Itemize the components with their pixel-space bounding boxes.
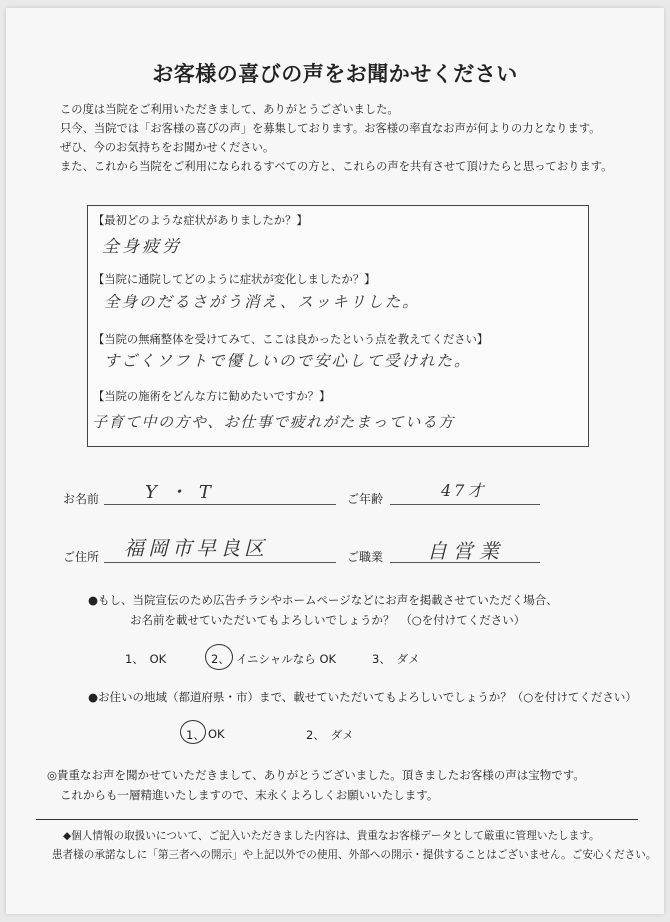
intro-line-1: この度は当院をご利用いただきまして、ありがとうございました。 xyxy=(60,103,399,116)
footer-line-2: 患者様の承諾なしに「第三者への開示」や上記以外での使用、外部への開示・提供することはございません。ご安心ください。 xyxy=(52,849,657,861)
thanks-line-1: ◎貴重なお声を聞かせていただきまして、ありがとうございました。頂きましたお客様の声は宝物です。 xyxy=(47,768,585,782)
answer-2: 全身のだるさがう消え、スッキリした。 xyxy=(104,293,420,311)
consent2-option-1-number[interactable]: 1、 xyxy=(186,728,205,742)
footer-divider xyxy=(36,819,638,820)
consent2-option-2[interactable]: 2、 ダメ xyxy=(306,728,354,742)
address-label: ご住所 xyxy=(63,550,100,564)
age-value: 47才 xyxy=(441,481,487,500)
thanks-line-2: これからも一層精進いたしますので、末永くよろしくお願いいたします。 xyxy=(60,788,439,802)
name-value: Y・T xyxy=(145,482,223,503)
consent1-line-2: お名前を載せていただいてもよろしいでしょうか？ （○を付けてください） xyxy=(130,613,526,627)
page-title: お客様の喜びの声をお聞かせください xyxy=(152,62,518,86)
intro-line-3: ぜひ、今のお気持ちをお聞かせください。 xyxy=(60,141,275,154)
intro-line-2: 只今、当院では「お客様の喜びの声」を募集しております。お客様の率直なお声が何よりの力となります。 xyxy=(60,122,601,135)
job-underline xyxy=(390,562,540,563)
name-label: お名前 xyxy=(63,492,100,506)
consent1-option-3[interactable]: 3、 ダメ xyxy=(372,652,420,666)
footer-line-1: ◆個人情報の取扱いについて、ご記入いただきました内容は、貴重なお客様データとして厳重に管理いたします。 xyxy=(63,830,600,842)
address-value: 福岡市早良区 xyxy=(124,536,268,560)
intro-line-4: また、これから当院をご利用になられるすべての方と、これらの声を共有させて頂けたらと思っております。 xyxy=(60,160,613,173)
question-2: 【当院に通院してどのように症状が変化しましたか？】 xyxy=(93,273,376,286)
answer-4: 子育て中の方や、お仕事で疲れがたまっている方 xyxy=(92,413,455,431)
answer-1: 全身疲労 xyxy=(102,237,182,257)
consent1-option-2-number[interactable]: 2、 xyxy=(211,652,230,666)
consent1-line-1: ●もし、当院宣伝のため広告チラシやホームページなどにお声を掲載させていただく場合、 xyxy=(88,593,558,607)
answer-3: すごくソフトで優しいので安心して受けれた。 xyxy=(104,352,472,370)
question-3: 【当院の無痛整体を受けてみて、ここは良かったという点を教えてください】 xyxy=(93,333,489,346)
consent1-option-2[interactable]: イニシャルなら OK xyxy=(236,652,337,666)
job-value: 自営業 xyxy=(427,539,505,563)
question-1: 【最初どのような症状がありましたか？】 xyxy=(93,214,308,227)
question-4: 【当院の施術をどんな方に勧めたいですか？】 xyxy=(93,390,331,403)
name-underline xyxy=(104,504,336,505)
consent2-line-1: ●お住いの地域（都道府県・市）まで、載せていただいてもよろしいでしょうか？（○を付けてください） xyxy=(88,690,637,704)
job-label: ご職業 xyxy=(347,550,384,564)
consent1-option-1[interactable]: 1、 OK xyxy=(125,652,167,666)
age-underline xyxy=(390,504,540,505)
age-label: ご年齢 xyxy=(347,492,384,506)
address-underline xyxy=(104,562,336,563)
consent2-option-1[interactable]: OK xyxy=(208,727,225,741)
